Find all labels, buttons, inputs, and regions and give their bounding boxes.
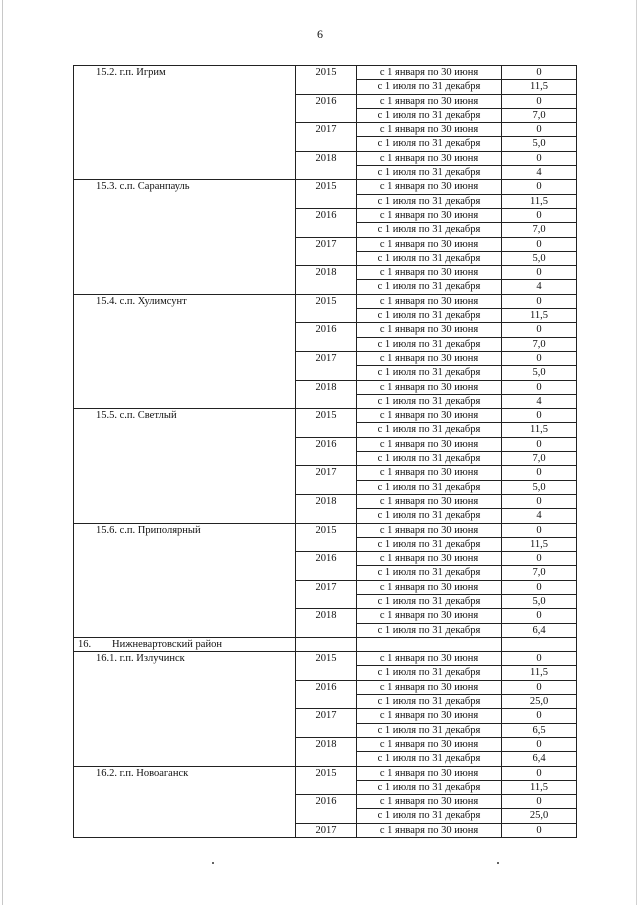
- period-cell: с 1 января по 30 июня: [357, 123, 502, 137]
- year-cell: 2017: [296, 823, 357, 837]
- value-cell: 5,0: [502, 251, 577, 265]
- value-cell: 0: [502, 351, 577, 365]
- value-cell: 11,5: [502, 309, 577, 323]
- period-cell: с 1 июля по 31 декабря: [357, 366, 502, 380]
- value-cell: 0: [502, 552, 577, 566]
- district-row: [74, 637, 577, 651]
- year-cell: 2018: [296, 609, 357, 638]
- period-cell: с 1 июля по 31 декабря: [357, 752, 502, 766]
- period-cell: с 1 января по 30 июня: [357, 709, 502, 723]
- period-cell: с 1 января по 30 июня: [357, 180, 502, 194]
- value-cell: 5,0: [502, 594, 577, 608]
- value-cell: [502, 637, 577, 651]
- district-number: 16.: [78, 638, 92, 650]
- year-cell: 2017: [296, 580, 357, 609]
- value-cell: 5,0: [502, 366, 577, 380]
- period-cell: [357, 637, 502, 651]
- value-cell: 11,5: [502, 537, 577, 551]
- period-cell: с 1 января по 30 июня: [357, 437, 502, 451]
- period-cell: с 1 января по 30 июня: [357, 580, 502, 594]
- scan-edge-left: [2, 0, 3, 905]
- value-cell: 6,4: [502, 623, 577, 637]
- value-cell: 0: [502, 409, 577, 423]
- value-cell: 7,0: [502, 337, 577, 351]
- period-cell: с 1 января по 30 июня: [357, 795, 502, 809]
- scan-edge-right: [636, 0, 637, 905]
- period-cell: с 1 июля по 31 декабря: [357, 80, 502, 94]
- year-cell: 2015: [296, 766, 357, 795]
- value-cell: 0: [502, 709, 577, 723]
- year-cell: 2017: [296, 709, 357, 738]
- period-cell: с 1 июля по 31 декабря: [357, 666, 502, 680]
- value-cell: 0: [502, 437, 577, 451]
- year-cell: 2017: [296, 351, 357, 380]
- period-cell: с 1 января по 30 июня: [357, 151, 502, 165]
- value-cell: 0: [502, 180, 577, 194]
- value-cell: 25,0: [502, 695, 577, 709]
- value-cell: 7,0: [502, 108, 577, 122]
- year-cell: 2015: [296, 294, 357, 323]
- value-cell: 6,5: [502, 723, 577, 737]
- value-cell: 0: [502, 523, 577, 537]
- period-cell: с 1 января по 30 июня: [357, 351, 502, 365]
- period-cell: с 1 июля по 31 декабря: [357, 780, 502, 794]
- year-cell: 2018: [296, 380, 357, 409]
- settlement-name: 15.3. с.п. Саранпауль: [74, 180, 296, 294]
- value-cell: 11,5: [502, 780, 577, 794]
- year-cell: 2015: [296, 523, 357, 552]
- period-cell: с 1 июля по 31 декабря: [357, 594, 502, 608]
- period-cell: с 1 июля по 31 декабря: [357, 166, 502, 180]
- settlement-name: 16.2. г.п. Новоаганск: [74, 766, 296, 837]
- year-cell: 2016: [296, 680, 357, 709]
- period-cell: с 1 июля по 31 декабря: [357, 137, 502, 151]
- settlement-name: 15.4. с.п. Хулимсунт: [74, 294, 296, 408]
- period-cell: с 1 июля по 31 декабря: [357, 480, 502, 494]
- value-cell: 0: [502, 766, 577, 780]
- period-cell: с 1 января по 30 июня: [357, 552, 502, 566]
- value-cell: 0: [502, 151, 577, 165]
- period-cell: с 1 июля по 31 декабря: [357, 223, 502, 237]
- value-cell: 11,5: [502, 194, 577, 208]
- table-row: [74, 180, 577, 194]
- year-cell: 2016: [296, 437, 357, 466]
- period-cell: с 1 июля по 31 декабря: [357, 337, 502, 351]
- period-cell: с 1 января по 30 июня: [357, 294, 502, 308]
- period-cell: с 1 января по 30 июня: [357, 609, 502, 623]
- value-cell: 11,5: [502, 80, 577, 94]
- year-cell: 2015: [296, 409, 357, 438]
- year-cell: [296, 637, 357, 651]
- year-cell: 2018: [296, 494, 357, 523]
- period-cell: с 1 июля по 31 декабря: [357, 394, 502, 408]
- year-cell: 2016: [296, 552, 357, 581]
- period-cell: с 1 июля по 31 декабря: [357, 423, 502, 437]
- year-cell: 2015: [296, 652, 357, 681]
- period-cell: с 1 июля по 31 декабря: [357, 809, 502, 823]
- table-row: [74, 766, 577, 780]
- period-cell: с 1 июля по 31 декабря: [357, 566, 502, 580]
- value-cell: 0: [502, 466, 577, 480]
- value-cell: 0: [502, 380, 577, 394]
- settlement-name: 16.1. г.п. Излучинск: [74, 652, 296, 766]
- value-cell: 0: [502, 266, 577, 280]
- year-cell: 2016: [296, 208, 357, 237]
- value-cell: 0: [502, 795, 577, 809]
- value-cell: 0: [502, 609, 577, 623]
- period-cell: с 1 января по 30 июня: [357, 237, 502, 251]
- year-cell: 2016: [296, 94, 357, 123]
- table-row: [74, 294, 577, 308]
- year-cell: 2016: [296, 795, 357, 824]
- value-cell: 11,5: [502, 666, 577, 680]
- period-cell: с 1 июля по 31 декабря: [357, 723, 502, 737]
- value-cell: 4: [502, 509, 577, 523]
- year-cell: 2015: [296, 180, 357, 209]
- value-cell: 0: [502, 580, 577, 594]
- year-cell: 2017: [296, 237, 357, 266]
- value-cell: 25,0: [502, 809, 577, 823]
- period-cell: с 1 января по 30 июня: [357, 652, 502, 666]
- scan-speck: [497, 862, 499, 864]
- value-cell: 0: [502, 652, 577, 666]
- period-cell: с 1 января по 30 июня: [357, 208, 502, 222]
- period-cell: с 1 июля по 31 декабря: [357, 537, 502, 551]
- period-cell: с 1 июля по 31 декабря: [357, 280, 502, 294]
- value-cell: 5,0: [502, 480, 577, 494]
- district-name: Нижневартовский район: [112, 638, 222, 650]
- period-cell: с 1 июля по 31 декабря: [357, 194, 502, 208]
- period-cell: с 1 января по 30 июня: [357, 380, 502, 394]
- settlement-name: 15.5. с.п. Светлый: [74, 409, 296, 523]
- year-cell: 2016: [296, 323, 357, 352]
- period-cell: с 1 июля по 31 декабря: [357, 108, 502, 122]
- district-cell: [74, 637, 296, 651]
- period-cell: с 1 января по 30 июня: [357, 680, 502, 694]
- value-cell: 0: [502, 237, 577, 251]
- value-cell: 0: [502, 494, 577, 508]
- period-cell: с 1 июля по 31 декабря: [357, 309, 502, 323]
- period-cell: с 1 января по 30 июня: [357, 823, 502, 837]
- year-cell: 2018: [296, 151, 357, 180]
- year-cell: 2015: [296, 66, 357, 95]
- period-cell: с 1 января по 30 июня: [357, 94, 502, 108]
- period-cell: с 1 января по 30 июня: [357, 494, 502, 508]
- period-cell: с 1 января по 30 июня: [357, 266, 502, 280]
- value-cell: 0: [502, 680, 577, 694]
- period-cell: с 1 июля по 31 декабря: [357, 251, 502, 265]
- tariff-table-body: [74, 66, 577, 838]
- value-cell: 4: [502, 280, 577, 294]
- table-row: [74, 66, 577, 80]
- period-cell: с 1 января по 30 июня: [357, 737, 502, 751]
- value-cell: 4: [502, 394, 577, 408]
- value-cell: 6,4: [502, 752, 577, 766]
- scan-speck: [212, 862, 214, 864]
- value-cell: 7,0: [502, 223, 577, 237]
- table-row: [74, 523, 577, 537]
- year-cell: 2018: [296, 266, 357, 295]
- value-cell: 0: [502, 66, 577, 80]
- period-cell: с 1 января по 30 июня: [357, 66, 502, 80]
- period-cell: с 1 января по 30 июня: [357, 323, 502, 337]
- period-cell: с 1 июля по 31 декабря: [357, 695, 502, 709]
- value-cell: 0: [502, 123, 577, 137]
- period-cell: с 1 июля по 31 декабря: [357, 509, 502, 523]
- value-cell: 5,0: [502, 137, 577, 151]
- settlement-name: 15.2. г.п. Игрим: [74, 66, 296, 180]
- table-row: [74, 652, 577, 666]
- period-cell: с 1 июля по 31 декабря: [357, 452, 502, 466]
- tariff-table: [73, 65, 577, 838]
- value-cell: 0: [502, 823, 577, 837]
- period-cell: с 1 января по 30 июня: [357, 409, 502, 423]
- value-cell: 0: [502, 323, 577, 337]
- period-cell: с 1 января по 30 июня: [357, 523, 502, 537]
- value-cell: 0: [502, 208, 577, 222]
- page-number: 6: [317, 27, 323, 41]
- year-cell: 2017: [296, 123, 357, 152]
- year-cell: 2018: [296, 737, 357, 766]
- value-cell: 11,5: [502, 423, 577, 437]
- period-cell: с 1 января по 30 июня: [357, 766, 502, 780]
- value-cell: 4: [502, 166, 577, 180]
- year-cell: 2017: [296, 466, 357, 495]
- value-cell: 0: [502, 737, 577, 751]
- table-row: [74, 409, 577, 423]
- period-cell: с 1 января по 30 июня: [357, 466, 502, 480]
- settlement-name: 15.6. с.п. Приполярный: [74, 523, 296, 637]
- value-cell: 0: [502, 94, 577, 108]
- value-cell: 0: [502, 294, 577, 308]
- value-cell: 7,0: [502, 566, 577, 580]
- value-cell: 7,0: [502, 452, 577, 466]
- period-cell: с 1 июля по 31 декабря: [357, 623, 502, 637]
